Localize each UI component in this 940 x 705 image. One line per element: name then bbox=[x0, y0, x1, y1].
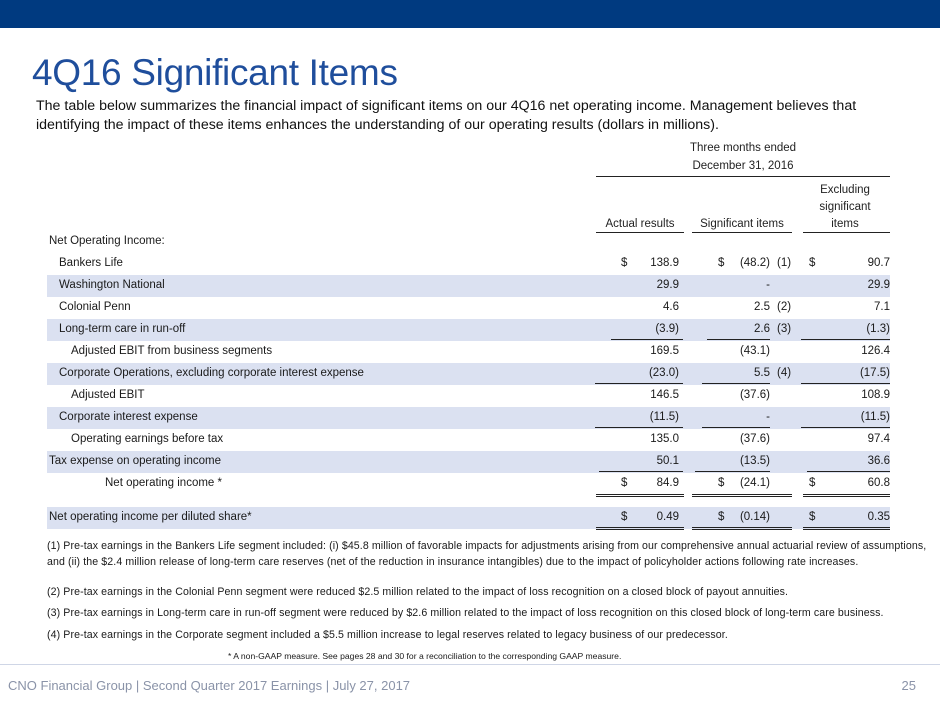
excluding-value: (17.5) bbox=[859, 367, 890, 379]
excluding-value: 97.4 bbox=[867, 433, 890, 445]
subtotal-underline bbox=[611, 339, 683, 340]
table-row bbox=[47, 319, 890, 341]
total-double-underline bbox=[803, 529, 890, 530]
table-row bbox=[47, 473, 890, 495]
total-double-underline bbox=[692, 529, 792, 530]
total-double-underline bbox=[803, 494, 890, 495]
excluding-dollar-sign: $ bbox=[809, 511, 816, 523]
actual-value: 50.1 bbox=[656, 455, 679, 467]
subtotal-underline bbox=[599, 471, 683, 472]
subtotal-underline bbox=[801, 427, 890, 428]
actual-dollar-sign: $ bbox=[621, 511, 628, 523]
section-label bbox=[47, 231, 890, 253]
excluding-value: 29.9 bbox=[867, 279, 890, 291]
row-label: Net operating income per diluted share* bbox=[49, 511, 252, 523]
total-double-underline bbox=[596, 529, 684, 530]
significant-value: 5.5 bbox=[754, 367, 770, 379]
top-banner bbox=[0, 0, 940, 28]
subtotal-underline bbox=[695, 471, 770, 472]
footnote-ref: (4) bbox=[777, 367, 792, 379]
significant-value: (48.2) bbox=[739, 257, 770, 269]
actual-dollar-sign: $ bbox=[621, 477, 628, 489]
actual-value: 135.0 bbox=[650, 433, 679, 445]
period-line-1: Three months ended bbox=[689, 142, 797, 154]
actual-value: 84.9 bbox=[656, 477, 679, 489]
excluding-value: 36.6 bbox=[867, 455, 890, 467]
table-row bbox=[47, 429, 890, 451]
period-rule bbox=[596, 176, 890, 177]
total-double-underline bbox=[596, 527, 684, 528]
footnote-ref: (2) bbox=[777, 301, 792, 313]
total-double-underline bbox=[692, 527, 792, 528]
significant-value: (0.14) bbox=[739, 511, 770, 523]
subtotal-underline bbox=[807, 471, 890, 472]
row-label: Corporate Operations, excluding corporate interest expense bbox=[59, 367, 364, 379]
page-title: 4Q16 Significant Items bbox=[32, 52, 398, 93]
total-double-underline bbox=[596, 494, 684, 495]
col-excl-line-2: significant bbox=[819, 201, 871, 213]
actual-value: (11.5) bbox=[649, 411, 679, 423]
row-label: Long-term care in run-off bbox=[59, 323, 186, 335]
subtotal-underline bbox=[702, 427, 770, 428]
subtotal-underline bbox=[707, 339, 770, 340]
excluding-dollar-sign: $ bbox=[809, 257, 816, 269]
subtotal-underline bbox=[801, 339, 890, 340]
intro-paragraph: The table below summarizes the financial impact of significant items on our 4Q16 net operating income. Management believes that identifying the impact of these items enhances the understanding of our operating results (dollars in millions). bbox=[36, 98, 857, 133]
footnote-ref: (3) bbox=[777, 323, 792, 335]
row-label: Colonial Penn bbox=[59, 301, 131, 313]
footnote-ref: (1) bbox=[777, 257, 792, 269]
row-label: Tax expense on operating income bbox=[49, 455, 221, 467]
col-excl-line-1: Excluding bbox=[820, 184, 870, 196]
significant-value: (13.5) bbox=[739, 455, 770, 467]
non-gaap-note: * A non-GAAP measure. See pages 28 and 30 for a reconciliation to the corresponding GAAP measure. bbox=[228, 651, 622, 661]
table-row bbox=[47, 451, 890, 473]
subtotal-underline bbox=[595, 383, 683, 384]
row-label: Adjusted EBIT bbox=[71, 389, 145, 401]
significant-value: (24.1) bbox=[739, 477, 770, 489]
actual-value: 146.5 bbox=[650, 389, 679, 401]
excluding-value: 7.1 bbox=[874, 301, 890, 313]
row-label: Bankers Life bbox=[59, 257, 123, 269]
table-row bbox=[47, 275, 890, 297]
significant-value: (37.6) bbox=[739, 389, 770, 401]
table-row bbox=[47, 507, 890, 529]
excluding-dollar-sign: $ bbox=[809, 477, 816, 489]
footnote-4: (4) Pre-tax earnings in the Corporate segment included a $5.5 million increase to legal reserves related to legacy business of our predecessor. bbox=[47, 629, 728, 641]
excluding-value: 90.7 bbox=[867, 257, 890, 269]
excluding-value: 126.4 bbox=[861, 345, 890, 357]
row-label: Adjusted EBIT from business segments bbox=[71, 345, 273, 357]
total-double-underline bbox=[596, 496, 684, 497]
significant-value: (43.1) bbox=[739, 345, 770, 357]
significant-dollar-sign: $ bbox=[718, 511, 725, 523]
table-row bbox=[47, 297, 890, 319]
footer-text: CNO Financial Group | Second Quarter 2017 Earnings | July 27, 2017 bbox=[8, 678, 411, 693]
table-row bbox=[47, 407, 890, 429]
actual-value: 29.9 bbox=[656, 279, 679, 291]
actual-value: 0.49 bbox=[656, 511, 679, 523]
col-excl-line-3: items bbox=[831, 218, 859, 230]
excluding-value: 60.8 bbox=[867, 477, 890, 489]
significant-value: 2.5 bbox=[754, 301, 770, 313]
row-label: Washington National bbox=[59, 279, 165, 291]
significant-value: (37.6) bbox=[739, 433, 770, 445]
significant-dollar-sign: $ bbox=[718, 477, 725, 489]
page-number: 25 bbox=[901, 678, 916, 693]
significant-dollar-sign: $ bbox=[718, 257, 725, 269]
col-significant-header: Significant items bbox=[700, 218, 784, 230]
actual-value: 169.5 bbox=[650, 345, 679, 357]
excluding-value: (1.3) bbox=[866, 323, 890, 335]
total-double-underline bbox=[803, 496, 890, 497]
row-label: Operating earnings before tax bbox=[71, 433, 224, 445]
row-label: Net operating income * bbox=[105, 477, 222, 489]
excluding-value: 0.35 bbox=[867, 511, 890, 523]
section-label-text: Net Operating Income: bbox=[49, 235, 165, 247]
footnote-2: (2) Pre-tax earnings in the Colonial Penn segment were reduced $2.5 million related to the impact of loss recognition on a closed block of payout annuities. bbox=[47, 586, 789, 598]
actual-dollar-sign: $ bbox=[621, 257, 628, 269]
subtotal-underline bbox=[801, 383, 890, 384]
footnote-3: (3) Pre-tax earnings in Long-term care in run-off segment were reduced by $2.6 million related to the impact of loss recognition on this closed block of long-term care business. bbox=[47, 607, 884, 619]
subtotal-underline bbox=[702, 383, 770, 384]
row-label: Corporate interest expense bbox=[59, 411, 198, 423]
col-actual-header: Actual results bbox=[605, 218, 675, 230]
significant-value: - bbox=[766, 279, 770, 291]
actual-value: (3.9) bbox=[655, 323, 679, 335]
table-row bbox=[47, 253, 890, 275]
actual-value: (23.0) bbox=[648, 367, 679, 379]
actual-value: 138.9 bbox=[650, 257, 679, 269]
excluding-value: 108.9 bbox=[861, 389, 890, 401]
total-double-underline bbox=[803, 527, 890, 528]
total-double-underline bbox=[692, 494, 792, 495]
period-line-2: December 31, 2016 bbox=[692, 160, 794, 172]
table-row bbox=[47, 385, 890, 407]
significant-value: - bbox=[766, 411, 770, 423]
footnote-1: (1) Pre-tax earnings in the Bankers Life segment included: (i) $45.8 million of favorable impacts for adjustments arising from our comprehensive annual actuarial review of assumptions, and (ii) the $2.4 million release of long-term care reserves (net of the reduction in insurance intangibles) due to the impact of policyholder actions following rate increases. bbox=[47, 540, 927, 568]
subtotal-underline bbox=[595, 427, 683, 428]
actual-value: 4.6 bbox=[663, 301, 679, 313]
table-row bbox=[47, 341, 890, 363]
table-row bbox=[47, 363, 890, 385]
total-double-underline bbox=[692, 496, 792, 497]
excluding-value: (11.5) bbox=[860, 411, 890, 423]
significant-value: 2.6 bbox=[754, 323, 770, 335]
footer-divider bbox=[0, 664, 940, 665]
